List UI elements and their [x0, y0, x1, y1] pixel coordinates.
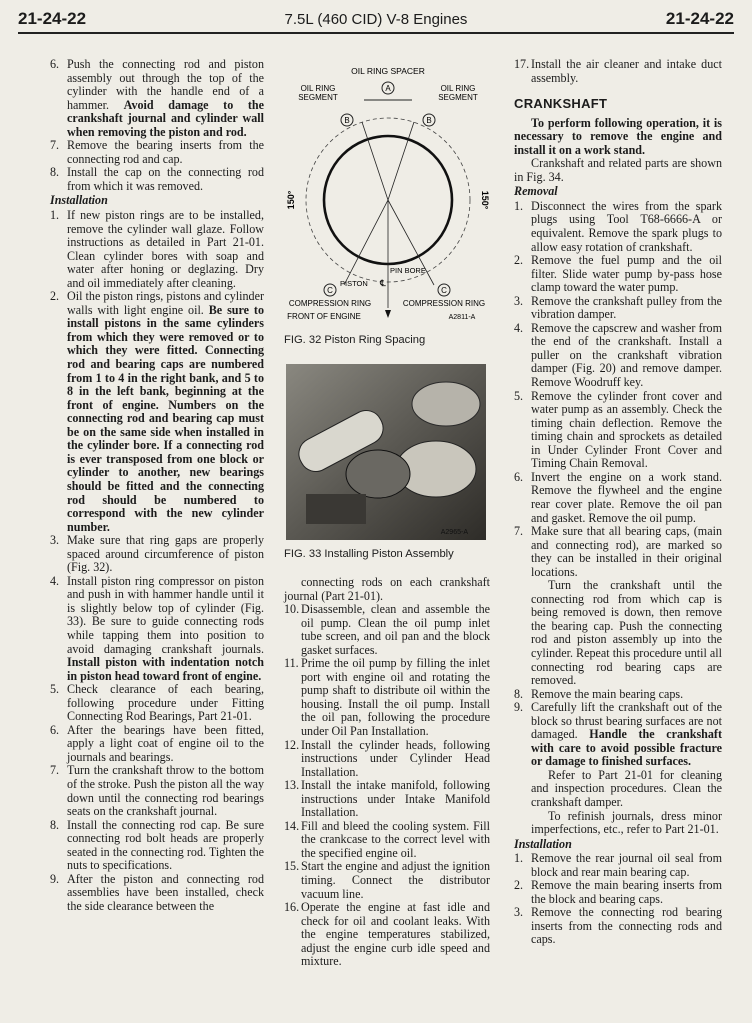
- column-middle-text: [284, 576, 490, 969]
- label-compression-ring-left: COMPRESSION RING: [288, 299, 372, 308]
- figure-caption-33: FIG. 33 Installing Piston Assembly: [284, 548, 454, 560]
- list-item: 5. Check clearance of each bearing, following procedure under Fitting Connecting Rod Bearings, Part 21-01.: [50, 682, 264, 724]
- list-item: 3. Make sure that ring gaps are properly spaced around circumference of piston (Fig. 32).: [50, 533, 264, 575]
- page-number-right: 21-24-22: [665, 9, 734, 28]
- mark-b-left: B: [344, 116, 350, 125]
- paragraph: To perform following operation, it is necessary to remove the engine and install it on a work stand.: [514, 115, 722, 157]
- list-item: 9. Carefully lift the crankshaft out of the block so thrust bearing surfaces are not damaged. Handle the crankshaft with care to avoid possible fracture or damage to finished surfaces.: [514, 700, 722, 769]
- list-item: 11. Prime the oil pump by filling the inlet port with engine oil and rotating the pump shaft to distribute oil within the housing. Install the oil pump. Install the oil pan, following the procedure under Oil Pan Installation.: [284, 656, 490, 739]
- label-pin-bore: PIN BORE: [390, 266, 426, 275]
- subheading-installation: Installation: [50, 193, 108, 208]
- svg-text:SEGMENT: SEGMENT: [298, 93, 338, 102]
- section-heading-crankshaft: CRANKSHAFT: [514, 96, 608, 112]
- installing-piston-photo: [286, 364, 486, 540]
- list-item: 8. Install the cap on the connecting rod from which it was removed.: [50, 165, 264, 193]
- list-item: 2. Remove the fuel pump and the oil filter. Slide water pump by-pass hose clamp toward the water pump.: [514, 253, 722, 295]
- mark-c-right: C: [441, 286, 447, 295]
- list-item: 6. Push the connecting rod and piston assembly out through the top of the cylinder with the handle end of a hammer. Avoid damage to the crankshaft journal and cylinder wall when removing the piston and rod.: [50, 57, 264, 139]
- figure-ref: A2811-A: [448, 314, 476, 321]
- svg-text:SEGMENT: SEGMENT: [438, 93, 478, 102]
- label-centerline: ℄: [380, 278, 386, 288]
- figure-ref: A2965-A: [440, 529, 468, 536]
- paragraph: Crankshaft and related parts are shown in Fig. 34.: [514, 156, 722, 184]
- list-item: 4. Remove the capscrew and washer from the end of the crankshaft. Install a puller on the crankshaft vibration damper (Fig. 20) and remove damper. Remove Woodruff key.: [514, 320, 722, 390]
- subheading-removal: Removal: [514, 184, 558, 199]
- list-item: 4. Install piston ring compressor on piston and push in with hammer handle until it is slightly below top of cylinder (Fig. 33). Be sure to guide connecting rods while tapping them into position to avoid damaging crankshaft journals. Install piston with indentation notch in piston head toward front of engine.: [50, 573, 264, 683]
- list-item: 1. If new piston rings are to be installed, remove the cylinder wall glaze. Follow instructions as detailed in Part 21-01. Clean cylinder bores with soap and water after honing or deglazing. Dry and oil immediately after cleaning.: [50, 208, 264, 290]
- label-oil-ring-spacer: OIL RING SPACER: [351, 66, 425, 76]
- list-item: 14. Fill and bleed the cooling system. Fill the crankcase to the correct level with the specified engine oil.: [284, 818, 490, 860]
- list-item: 12. Install the cylinder heads, following instructions under Cylinder Head Installation.: [284, 737, 490, 779]
- list-item: 15. Start the engine and adjust the ignition timing. Connect the distributor vacuum line.: [284, 859, 490, 901]
- list-item: 2. Remove the main bearing inserts from the block and bearing caps.: [514, 878, 722, 906]
- list-item: 7. Turn the crankshaft throw to the bottom of the stroke. Push the piston all the way down until the connecting rod bearings seats on the crankshaft journal.: [50, 763, 264, 819]
- list-item: 1. Remove the rear journal oil seal from block and rear main bearing cap.: [514, 851, 722, 879]
- list-item: 13. Install the intake manifold, following instructions under Intake Manifold Installation.: [284, 778, 490, 820]
- list-item: 8. Remove the main bearing caps.: [514, 686, 684, 701]
- page-header: [18, 6, 734, 34]
- list-item: 9. After the piston and connecting rod assemblies have been installed, check the side clearance between the: [50, 871, 264, 913]
- label-piston: PISTON: [340, 279, 368, 288]
- mark-c-left: C: [327, 286, 333, 295]
- list-item: 16. Operate the engine at fast idle and check for oil and coolant leaks. With the engine temperatures stabilized, adjust the engine curb idle speed and mixture.: [284, 900, 490, 969]
- list-item: 7. Remove the bearing inserts from the connecting rod and cap.: [50, 138, 264, 166]
- piston-ring-spacing-diagram: [284, 60, 492, 326]
- subheading-installation: Installation: [514, 836, 572, 851]
- label-angle-right: 150°: [480, 190, 490, 210]
- list-item: 6. After the bearings have been fitted, apply a light coat of engine oil to the journals and bearings.: [50, 722, 264, 764]
- label-angle-left: 150°: [286, 190, 296, 210]
- list-item: 17. Install the air cleaner and intake duct assembly.: [514, 57, 722, 85]
- column-left: [50, 58, 264, 913]
- list-item: 7. Make sure that all bearing caps, (main and connecting rod), are marked so they can be installed in their original locations.: [514, 524, 722, 579]
- page-number-left: 21-24-22: [18, 9, 87, 28]
- list-item: 8. Install the connecting rod cap. Be sure connecting rod bolt heads are properly seated in the connecting rod. Tighten the nuts to specifications.: [50, 817, 264, 873]
- label-compression-ring-right: COMPRESSION RING: [402, 299, 486, 308]
- list-item: 6. Invert the engine on a work stand. Remove the flywheel and the engine rear cover plate. Remove the oil pan and gasket. Remove the oil pump.: [514, 469, 722, 525]
- list-item: 2. Oil the piston rings, pistons and cylinder walls with light engine oil. Be sure to install pistons in the same cylinders from which they were removed or to which they were fitted. Connecting rod and bearing caps are numbered from 1 to 4 in the right bank, and 5 to 8 in the left bank, beginning at the front of engine. Numbers on the connecting rod and bearing cap must be on the same side when installed in the cylinder bore. If a connecting rod is ever transposed from one block or cylinder to another, new bearings should be fitted and the connecting rod should be numbered to correspond with the new cylinder number.: [50, 289, 264, 534]
- mark-a: A: [385, 84, 391, 93]
- label-oil-ring-segment-right: OIL RING: [440, 84, 476, 93]
- label-front-of-engine: FRONT OF ENGINE: [287, 312, 361, 321]
- paragraph: To refinish journals, dress minor imperfections, etc., refer to Part 21-01.: [531, 808, 722, 837]
- list-item: 1. Disconnect the wires from the spark plugs using Tool T68-6666-A or equivalent. Remove the spark plugs to allow easy rotation of crankshaft.: [514, 198, 722, 254]
- label-oil-ring-segment-left: OIL RING: [300, 84, 336, 93]
- figure-caption-32: FIG. 32 Piston Ring Spacing: [284, 334, 426, 346]
- list-item: 3. Remove the connecting rod bearing inserts from the connecting rods and caps.: [514, 905, 722, 947]
- list-item: 5. Remove the cylinder front cover and water pump as an assembly. Check the timing chain deflection. Remove the timing chain and sprockets as detailed in Under Cylinder Front Cover and Timing Chain Removal.: [514, 388, 722, 471]
- paragraph: connecting rods on each crankshaft journal (Part 21-01).: [284, 575, 490, 603]
- paragraph: Refer to Part 21-01 for cleaning and inspection procedures. Clean the crankshaft damper.: [531, 767, 722, 809]
- paragraph: Turn the crankshaft until the connecting rod from which cap is being removed is down, then remove the bearing cap. Push the connecting rod and piston assembly up into the cylinder. Repeat this procedure until all connecting rod bearing caps are removed.: [531, 578, 722, 688]
- column-right: [514, 58, 722, 947]
- mark-b-right: B: [426, 116, 432, 125]
- list-item: 3. Remove the crankshaft pulley from the vibration damper.: [514, 293, 722, 322]
- list-item: 10. Disassemble, clean and assemble the oil pump. Clean the oil pump inlet tube screen, and oil pan and the block gasket surfaces.: [284, 602, 490, 657]
- page-title: 7.5L (460 CID) V-8 Engines: [284, 10, 468, 28]
